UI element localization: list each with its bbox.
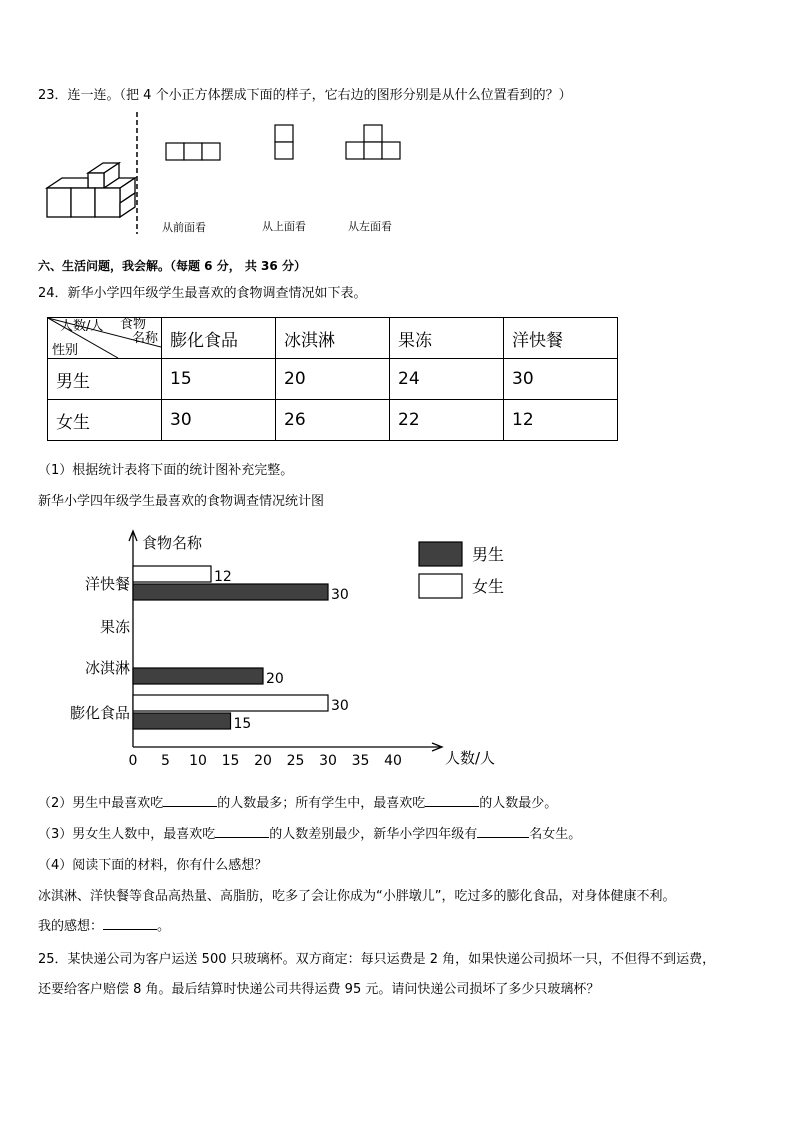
table-cell: 30 (162, 400, 276, 441)
sub-question-4: （4）阅读下面的材料，你有什么感想？ (38, 858, 268, 873)
answer-blank[interactable] (103, 917, 157, 930)
bar-female (133, 695, 328, 711)
x-tick-label: 30 (319, 753, 337, 769)
table-header-cell: 果冻 (390, 318, 504, 359)
table-cell: 26 (276, 400, 390, 441)
table-cell: 12 (504, 400, 618, 441)
sub-question-3-part-c: 名女生。 (529, 827, 582, 842)
bar-value-label: 30 (331, 587, 349, 603)
question-24-text: 24．新华小学四年级学生最喜欢的食物调查情况如下表。 (38, 286, 367, 301)
table-header-cell: 洋快餐 (504, 318, 618, 359)
bar-male (133, 584, 328, 600)
bar-value-label: 30 (331, 698, 349, 714)
corner-label-people: 人数/人 (60, 319, 104, 334)
sub-question-2 (38, 792, 557, 811)
table-cell: 24 (390, 359, 504, 400)
corner-label-food: 食物 (120, 317, 147, 332)
table-row (48, 359, 618, 400)
table-header-cell: 膨化食品 (162, 318, 276, 359)
legend-swatch-male (419, 542, 462, 566)
feeling-line (38, 915, 170, 934)
sub-question-1: （1）根据统计表将下面的统计图补充完整。 (38, 463, 294, 478)
bar-value-label: 20 (266, 671, 284, 687)
x-tick-label: 0 (128, 753, 138, 769)
answer-blank[interactable] (425, 794, 479, 807)
left-view-figure (345, 124, 403, 162)
front-view-figure (165, 142, 222, 162)
legend-label-female: 女生 (472, 577, 505, 596)
y-category-label: 膨化食品 (69, 704, 130, 722)
table-row (48, 400, 618, 441)
x-tick-label: 15 (221, 753, 240, 769)
table-cell: 20 (276, 359, 390, 400)
y-category-label: 冰淇淋 (84, 659, 130, 677)
x-axis-title: 人数/人 (445, 749, 496, 767)
legend-swatch-female (419, 574, 462, 598)
table-cell: 15 (162, 359, 276, 400)
table-header-cell: 冰淇淋 (276, 318, 390, 359)
sub-question-2-part-a: （2）男生中最喜欢吃 (38, 796, 164, 811)
bar-female (133, 566, 211, 582)
bar-male (133, 713, 231, 729)
sub-question-3 (38, 823, 581, 842)
table-header-row (48, 318, 618, 359)
survey-table (47, 317, 618, 441)
question-25-line-2: 还要给客户赔偿 8 角。最后结算时快递公司共得运费 95 元。请问快递公司损坏了多少只玻璃杯？ (38, 982, 600, 997)
sub-question-2-part-b: 的人数最多；所有学生中，最喜欢吃 (217, 796, 426, 811)
chart-caption: 新华小学四年级学生最喜欢的食物调查情况统计图 (38, 494, 325, 509)
table-cell: 30 (504, 359, 618, 400)
dashed-divider (134, 112, 140, 234)
answer-blank[interactable] (163, 794, 217, 807)
question-23-text: 23．连一连。（把 4 个小正方体摆成下面的样子，它右边的图形分别是从什么位置看到的？） (38, 88, 572, 103)
chart-legend (419, 542, 504, 598)
bar-chart (40, 525, 520, 770)
reading-material: 冰淇淋、洋快餐等食品高热量、高脂肪，吃多了会让你成为“小胖墩儿”，吃过多的膨化食品，对身体健康不利。 (38, 889, 676, 904)
y-axis-title: 食物名称 (142, 534, 203, 552)
section-6-heading: 六、生活问题，我会解。（每题 6 分， 共 36 分） (38, 259, 306, 273)
x-tick-label: 35 (351, 753, 370, 769)
x-tick-label: 10 (189, 753, 207, 769)
feeling-label: 我的感想： (38, 919, 104, 934)
bar-value-label: 12 (214, 569, 232, 585)
bar-male (133, 668, 263, 684)
sub-question-2-part-c: 的人数最少。 (479, 796, 558, 811)
table-corner-cell (48, 318, 162, 359)
x-tick-label: 20 (254, 753, 272, 769)
corner-label-name: 名称 (132, 331, 159, 346)
legend-label-male: 男生 (472, 545, 505, 564)
view-label-left: 从左面看 (348, 220, 392, 233)
sub-question-3-part-a: （3）男女生人数中，最喜欢吃 (38, 827, 216, 842)
x-tick-label: 40 (384, 753, 402, 769)
sub-question-3-part-b: 的人数差别最少，新华小学四年级有 (269, 827, 478, 842)
table-cell: 22 (390, 400, 504, 441)
answer-blank[interactable] (477, 825, 529, 838)
y-category-label: 洋快餐 (84, 575, 130, 593)
corner-label-gender: 性别 (52, 343, 79, 358)
view-label-top: 从上面看 (262, 220, 306, 233)
x-tick-label: 5 (161, 753, 170, 769)
bar-value-label: 15 (233, 716, 252, 732)
view-label-front: 从前面看 (162, 221, 206, 234)
cube-figure (40, 155, 140, 225)
answer-blank[interactable] (215, 825, 269, 838)
feeling-end: 。 (157, 919, 171, 934)
question-25-line-1: 25．某快递公司为客户运送 500 只玻璃杯。双方商定：每只运费是 2 角，如果快递公司损坏一只，不但得不到运费， (38, 952, 716, 967)
x-tick-label: 25 (286, 753, 305, 769)
table-row-label: 女生 (48, 400, 162, 441)
y-category-label: 果冻 (99, 618, 130, 636)
top-view-figure (274, 124, 296, 162)
table-row-label: 男生 (48, 359, 162, 400)
